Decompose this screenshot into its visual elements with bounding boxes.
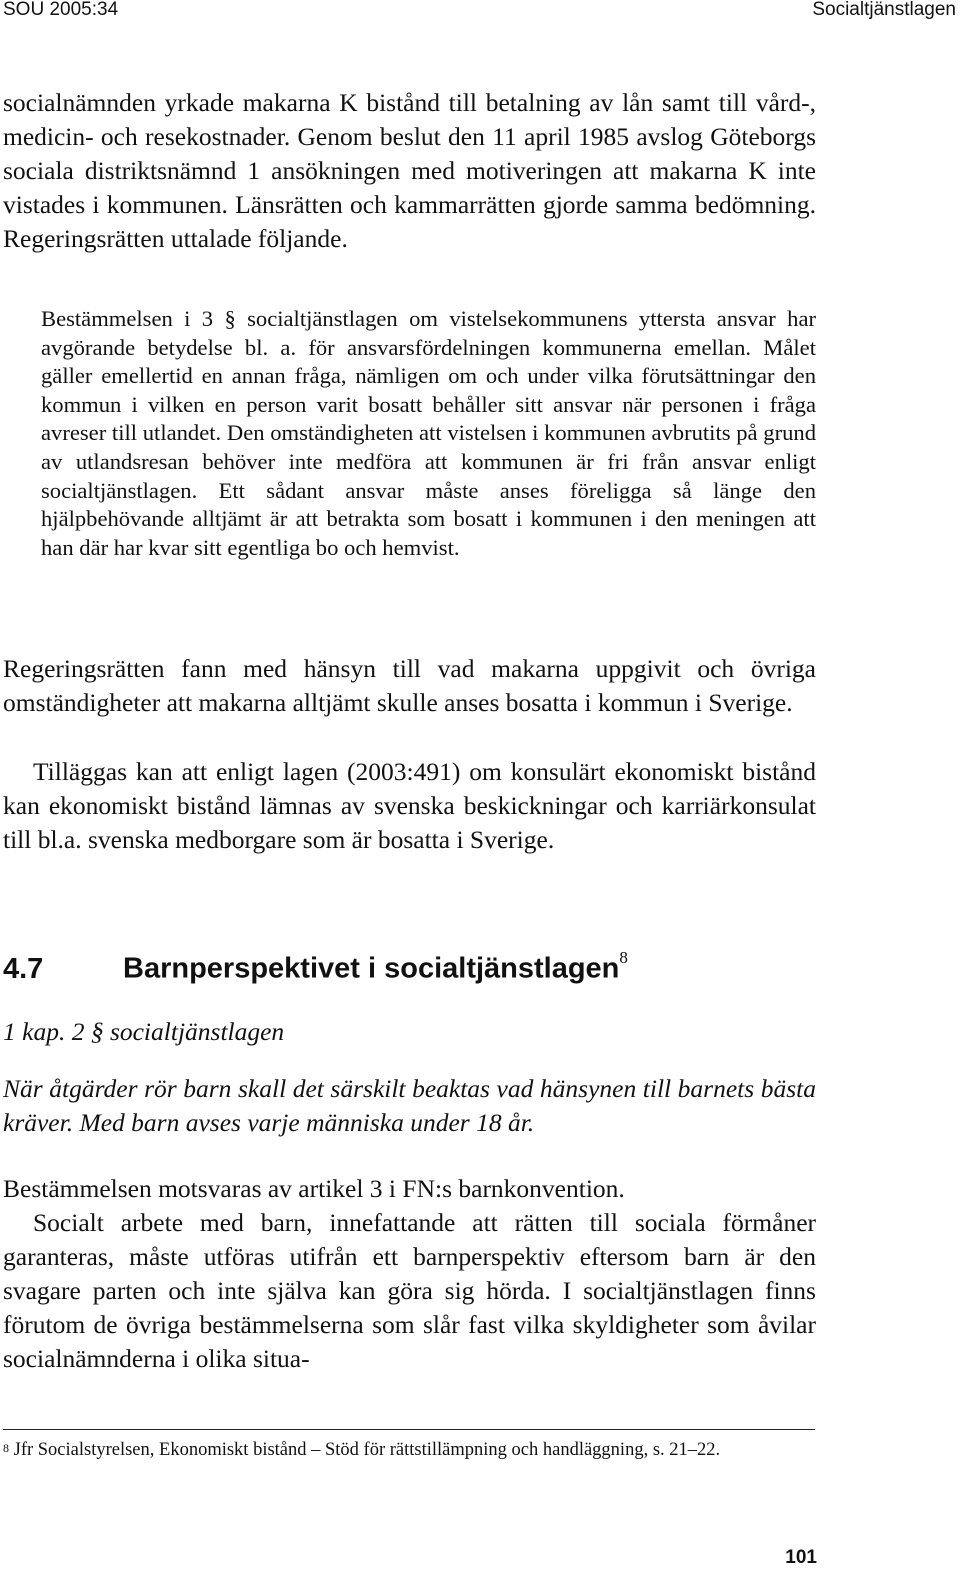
footnote-number: 8 bbox=[3, 1441, 9, 1455]
law-text: När åtgärder rör barn skall det särskilt beaktas vad hänsynen till barnets bästa kräver. Med barn avses varje människa under 18 år. bbox=[3, 1074, 816, 1137]
paragraph-court-finding: Regeringsrätten fann med hänsyn till vad makarna uppgivit och övriga omständigheter att makarna alltjämt skulle anses bosatta i kommun i Sverige. bbox=[3, 654, 816, 717]
section-title: Barnperspektivet i socialtjänstlagen bbox=[123, 952, 620, 985]
page-number: 101 bbox=[785, 1547, 817, 1568]
law-reference: 1 kap. 2 § socialtjänstlagen bbox=[3, 1017, 285, 1046]
footnote-divider bbox=[3, 1429, 815, 1430]
footnote-text: Jfr Socialstyrelsen, Ekonomiskt bistånd – Stöd för rättstillämpning och handläggning, s. 21–22. bbox=[13, 1440, 721, 1460]
paragraph-case-description: socialnämnden yrkade makarna K bistånd till betalning av lån samt till vård-, medicin- och resekostnader. Genom beslut den 11 april 1985 avslog Göteborgs sociala distriktsnämnd 1 ansökningen med motiveringen att makarna K inte vistades i kommunen. Länsrätten och kammarrätten gjorde samma bedömning. Regeringsrätten uttalade följande. bbox=[3, 88, 816, 253]
paragraph-convention: Bestämmelsen motsvaras av artikel 3 i FN:s barnkonvention. bbox=[3, 1174, 625, 1203]
footnote-reference: 8 bbox=[619, 948, 628, 967]
running-header-right: Socialtjänstlagen bbox=[812, 0, 956, 20]
paragraph-consular-aid: Tilläggas kan att enligt lagen (2003:491) om konsulärt ekonomiskt bistånd kan ekonomiskt bistånd lämnas av svenska beskickningar och karriärkonsulat till bl.a. svenska medborgare som är bosatta i Sverige. bbox=[3, 757, 816, 854]
section-number: 4.7 bbox=[3, 952, 44, 985]
section-heading bbox=[3, 948, 628, 986]
court-quote: Bestämmelsen i 3 § socialtjänstlagen om vistelsekommunens yttersta ansvar har avgörande betydelse bl. a. för ansvarsfördelningen kommunerna emellan. Målet gäller emellertid en annan fråga, nämligen om och under vilka förutsättningar den kommun i vilken en person varit bosatt behåller sitt ansvar när personen i fråga avreser till utlandet. Den omständigheten att vistelsen i kommunen avbrutits på grund av utlandsresan behöver inte medföra att kommunen är fri från ansvar enligt socialtjänstlagen. Ett sådant ansvar måste anses föreligga så länge den hjälpbehövande alltjämt är att betrakta som bosatt i kommunen i den meningen att han där har kvar sitt egentliga bo och hemvist. bbox=[41, 306, 816, 560]
paragraph-social-work: Socialt arbete med barn, innefattande att rätten till sociala förmåner garanteras, måste utföras utifrån ett barnperspektiv eftersom barn är den svagare parten och inte själva kan göra sig hörda. I socialtjänstlagen finns förutom de övriga bestämmelserna som slår fast vilka skyldigheter som åvilar socialnämnderna i olika situa- bbox=[3, 1208, 816, 1373]
footnote bbox=[3, 1438, 816, 1462]
running-header-left: SOU 2005:34 bbox=[3, 0, 119, 20]
